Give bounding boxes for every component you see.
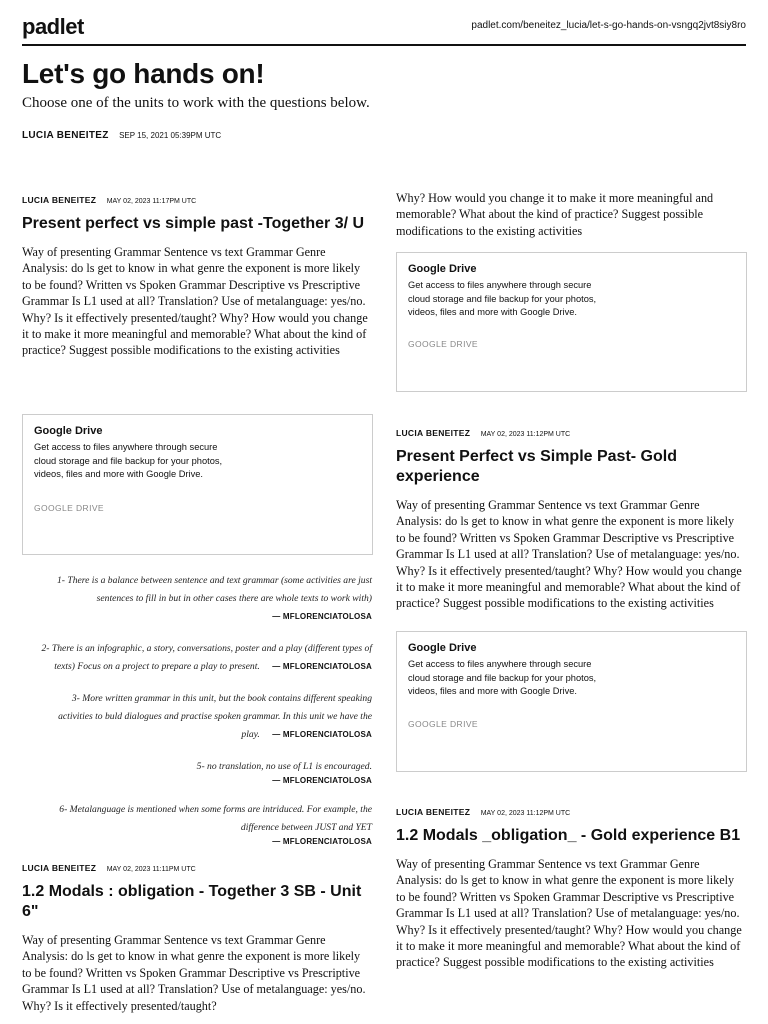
post-meta: [396, 423, 746, 441]
google-drive-attachment[interactable]: [396, 631, 747, 772]
post-meta: [22, 190, 372, 208]
post-meta: [396, 802, 746, 820]
post-date: MAY 02, 2023 11:17PM UTC: [106, 198, 197, 205]
post-author: LUCIA BENEITEZ: [396, 807, 471, 817]
post-author: LUCIA BENEITEZ: [22, 195, 97, 205]
post-card[interactable]: [396, 802, 746, 971]
post-author: LUCIA BENEITEZ: [396, 428, 471, 438]
comment-text: 2- There is an infographic, a story, conversations, poster and a play (different types of texts) Focus on a project to prepare a play to present.: [41, 643, 372, 672]
post-body: Way of presenting Grammar Sentence vs text Grammar Genre Analysis: do ls get to know in what genre the exponent is more likely to be found? Written vs Spoken Grammar Descriptive vs Prescriptive Grammar Is L1 used at all? Translation? Use of metalanguage: yes/no. Why? Is it effectively presented/taught? Why? How would you change it to make it more meaningful and memorable? What about the kind of practice? Suggest possible modifications to the existing activities: [396, 857, 742, 970]
post-date: MAY 02, 2023 11:12PM UTC: [480, 431, 571, 438]
post-meta: [22, 858, 372, 876]
post-date: MAY 02, 2023 11:11PM UTC: [106, 866, 196, 873]
post-card[interactable]: [22, 858, 372, 1014]
attachment-description: Get access to files anywhere through secure cloud storage and file backup for your photos, videos, files and more with Google Drive.: [408, 659, 597, 697]
page-meta: [22, 125, 221, 143]
attachment-title: Google Drive: [34, 425, 103, 437]
attachment-source: GOOGLE DRIVE: [34, 503, 104, 513]
post-body: Way of presenting Grammar Sentence vs text Grammar Genre Analysis: do ls get to know in what genre the exponent is more likely to be found? Written vs Spoken Grammar Descriptive vs Prescriptive Grammar Is L1 used at all? Translation? Use of metalanguage: yes/no. Why? Is it effectively presented/taught? Why? How would you change it to make it more meaningful and memorable? What about the kind of practice? Suggest possible modifications to the existing activities: [22, 245, 368, 358]
comment-text: 6- Metalanguage is mentioned when some forms are intriduced. For example, the difference between JUST and YET: [59, 804, 372, 833]
attachment-title: Google Drive: [408, 642, 477, 654]
comment-author: — MFLORENCIATOLOSA: [272, 837, 372, 846]
top-bar: [22, 14, 746, 46]
post-card[interactable]: [396, 423, 746, 612]
post-author: LUCIA BENEITEZ: [22, 863, 97, 873]
attachment-source: GOOGLE DRIVE: [408, 339, 478, 349]
attachment-description: Get access to files anywhere through secure cloud storage and file backup for your photos, videos, files and more with Google Drive.: [34, 442, 223, 480]
attachment-source: GOOGLE DRIVE: [408, 719, 478, 729]
comment-text: 5- no translation, no use of L1 is encouraged.: [196, 761, 372, 772]
page-title: Let's go hands on!: [22, 58, 265, 89]
comment-author: — MFLORENCIATOLOSA: [272, 662, 372, 671]
google-drive-attachment[interactable]: [396, 252, 747, 392]
post-body: Way of presenting Grammar Sentence vs text Grammar Genre Analysis: do ls get to know in what genre the exponent is more likely to be found? Written vs Spoken Grammar Descriptive vs Prescriptive Grammar Is L1 used at all? Translation? Use of metalanguage: yes/no. Why? Is it effectively presented/taught?: [22, 933, 366, 1013]
comment-author: — MFLORENCIATOLOSA: [272, 612, 372, 621]
comment: [40, 756, 372, 785]
comment-text: 3- More written grammar in this unit, but the book contains different speaking activities to buld dialogues and practise spoken grammar. In this unit we have the play.: [58, 693, 372, 740]
attachment-title: Google Drive: [408, 263, 477, 275]
page-author: LUCIA BENEITEZ: [22, 130, 109, 141]
google-drive-attachment[interactable]: [22, 414, 373, 555]
comment: [40, 799, 372, 846]
post-body: Why? How would you change it to make it more meaningful and memorable? What about the kind of practice? Suggest possible modifications to the existing activities: [396, 191, 714, 238]
post-date: MAY 02, 2023 11:12PM UTC: [480, 810, 571, 817]
post-title: Present Perfect vs Simple Past- Gold experience: [396, 448, 677, 485]
post-title: 1.2 Modals _obligation_ - Gold experience B1: [396, 827, 741, 844]
post-card-continued[interactable]: [396, 190, 746, 239]
comment-list: [40, 570, 372, 860]
post-card[interactable]: [22, 190, 372, 359]
page-url[interactable]: padlet.com/beneitez_lucia/let-s-go-hands-on-vsngq2jvt8siy8ro: [471, 20, 746, 31]
post-title: Present perfect vs simple past -Together 3/ U: [22, 215, 365, 232]
comment-author: — MFLORENCIATOLOSA: [272, 730, 372, 739]
attachment-description: Get access to files anywhere through secure cloud storage and file backup for your photos, videos, files and more with Google Drive.: [408, 280, 597, 318]
comment: [40, 688, 372, 742]
comment-text: 1- There is a balance between sentence and text grammar (some activities are just sentences to fill in but in other cases there are whole texts to work with): [56, 575, 372, 604]
page-subtitle: Choose one of the units to work with the questions below.: [22, 95, 370, 111]
comment: [40, 570, 372, 624]
post-body: Way of presenting Grammar Sentence vs text Grammar Genre Analysis: do ls get to know in what genre the exponent is more likely to be found? Written vs Spoken Grammar Descriptive vs Prescriptive Grammar Is L1 used at all? Translation? Use of metalanguage: yes/no. Why? Is it effectively presented/taught? Why? How would you change it to make it more meaningful and memorable? What about the kind of practice? Suggest possible modifications to the existing activities: [396, 498, 742, 611]
post-title: 1.2 Modals : obligation - Together 3 SB - Unit 6": [22, 883, 362, 920]
comment: [40, 638, 372, 674]
padlet-logo[interactable]: padlet: [22, 14, 84, 39]
page-date: SEP 15, 2021 05:39PM UTC: [119, 131, 222, 140]
comment-author: — MFLORENCIATOLOSA: [272, 776, 372, 785]
